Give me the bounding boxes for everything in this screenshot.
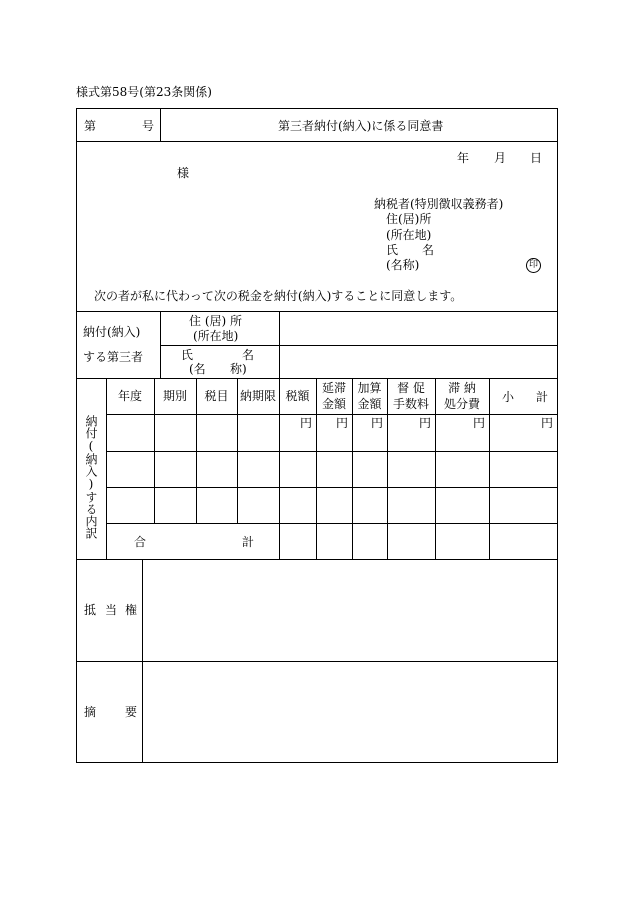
mortgage-label-2: 当 [105,603,118,617]
summary-label-1: 摘 [84,705,97,719]
third-party-address-label: 住 (居) 所 [189,314,242,328]
col-late-fee-header-2: 金額 [321,397,346,411]
seal-icon: 印 [526,258,541,273]
date-day-label: 日 [530,151,543,165]
col-surcharge-header-2: 金額 [357,397,382,411]
col-tax-amount-header: 税額 [285,389,310,403]
total-label-2: 計 [242,535,255,549]
yen-notice-fee: 円 [419,416,432,430]
breakdown-side-label: 納付(納入)する内訳 [84,415,98,539]
form-number: 様式第58号(第23条関係) [76,85,212,99]
third-party-label-2: する第三者 [83,350,144,364]
number-label-suffix: 号 [142,119,155,133]
mortgage-label-1: 抵 [84,603,97,617]
third-party-name-alt-1: (名 [189,362,206,376]
yen-tax-amount: 円 [300,416,313,430]
col-due-date-header: 納期限 [239,389,276,403]
third-party-location-label: (所在地) [193,329,239,343]
consent-statement: 次の者が私に代わって次の税金を納付(納入)することに同意します。 [94,289,463,303]
taxpayer-name-alt-label: (名称) [386,258,420,272]
col-subtotal-header-2: 計 [536,390,549,404]
col-subtotal-header-1: 小 [502,390,515,404]
col-tax-item-header: 税目 [204,389,229,403]
col-notice-fee-header-2: 手数料 [392,397,429,411]
total-label-1: 合 [134,535,147,549]
yen-disposition: 円 [473,416,486,430]
date-month-label: 月 [494,151,507,165]
col-late-fee-header-1: 延滞 [321,381,346,395]
col-year-header: 年度 [117,389,142,403]
addressee-suffix: 様 [177,166,190,180]
col-notice-fee-header-1: 督 促 [397,381,425,395]
taxpayer-address-label: 住(居)所 [386,212,432,226]
mortgage-label-3: 権 [125,603,138,617]
third-party-name-label-2: 名 [242,348,255,362]
yen-surcharge: 円 [371,416,384,430]
col-disposition-header-1: 滞 納 [448,381,476,395]
taxpayer-location-label: (所在地) [386,228,432,242]
col-surcharge-header-1: 加算 [357,381,382,395]
col-disposition-header-2: 処分費 [443,397,480,411]
yen-late-fee: 円 [336,416,349,430]
yen-subtotal: 円 [541,416,554,430]
taxpayer-name-label-2: 名 [422,243,435,257]
third-party-name-alt-2: 称) [230,362,247,376]
third-party-label-1: 納付(納入) [83,325,141,339]
number-label-prefix: 第 [84,119,97,133]
date-year-label: 年 [457,151,470,165]
third-party-name-label-1: 氏 [181,348,194,362]
col-period-header: 期別 [162,389,187,403]
taxpayer-name-label-1: 氏 [386,243,399,257]
summary-label-2: 要 [125,705,138,719]
form-title: 第三者納付(納入)に係る同意書 [278,119,444,133]
taxpayer-title: 納税者(特別徴収義務者) [374,197,504,211]
